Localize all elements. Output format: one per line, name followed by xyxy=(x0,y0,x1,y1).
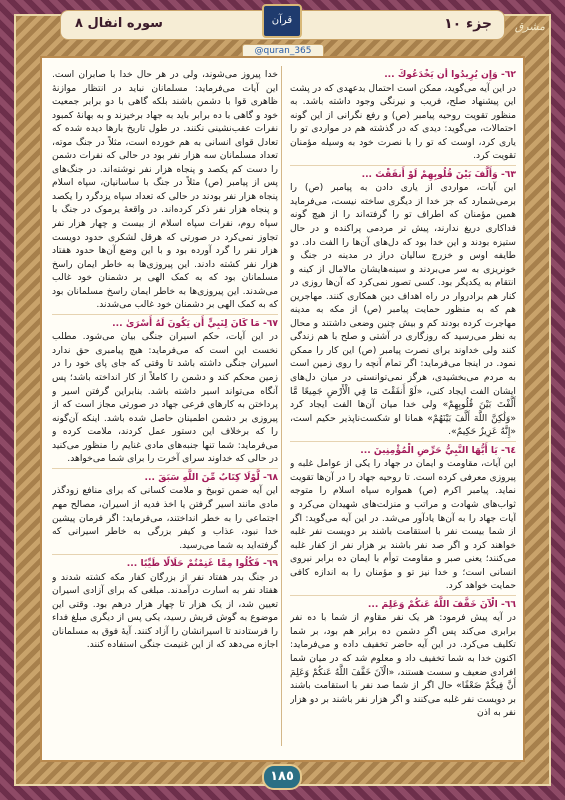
verse-heading: ٦٧- مَا كَانَ لِنَبِيٍّ أَن يَكُونَ لَهُ أَسْرَىٰ ... xyxy=(112,317,278,329)
verse-heading: ٦٩- فَكُلُوا مِمَّا غَنِمْتُمْ حَلَالًا طَيِّبًا ... xyxy=(126,558,278,570)
commentary-paragraph: این آیه ضمن توبیخ و ملامت کسانی که برای منافع زودگذر مادی مانند اسیر گرفتن یا اخذ فدیه از اسیران، مصالح مهم اجتماعی را به خطر انداختند، می‌فرماید: اگر فرمان پیشین خدا نبود، عذاب و کیفر بزرگی به خاطر اسیرانی که گرفته‌اید به شما می‌رسید. xyxy=(52,485,278,551)
commentary-paragraph: در این آیه می‌گوید، ممکن است احتمال بدعهدی که در پشت این پیشنهاد صلح، فریب و نیرنگی وجود داشته باشد. به منظور تقویت روحیه پیامبر (ص) و رفع نگرانی از این گونه احتمالات، می‌گوید: دیدی که در گذشته هم در مواردی تو را یاری کرد، اوست که تو را با نصرت خود به وسیله مؤمنان تقویت کرد. xyxy=(290,82,516,162)
separator xyxy=(290,441,516,442)
quran-emblem xyxy=(262,4,302,38)
commentary-paragraph: در جنگ بدر هفتاد نفر از بزرگان کفار مکه کشته شدند و هفتاد نفر به اسارت درآمدند. مبلغی که برای آزادی اسیران تعیین شد، از یک هزار تا چهار هزار درهم بود. وقتی این موضوع به گوش قریش رسید، یکی پس از دیگری مبلغ فداء را فرستادند تا اسیرانشان را آزاد کنند. آیهٔ فوق به مسلمانان اجازه می‌دهد که از این غنیمت جنگی استفاده کنند. xyxy=(52,571,278,651)
commentary-paragraph: خدا پیروز می‌شوند، ولی در هر حال خدا با صابران است. این آیات می‌فرماید: مسلمانان نباید در انتظار موازنهٔ ظاهری قوا با دشمن باشند بلکه گاهی با دو برابر جمعیت خود و گاهی با ده برابر باید به جهاد برخیزند و به بهانهٔ کمبود نفرات عقب‌نشینی نکنند. در طول تاریخ بارها دیده شده که تعادل قوای انسانی به هم خورده است، مثلاً در جنگ موته، تعداد مسلمانان سه هزار نفر بود در حالی که نفرات دشمن را دست کم یکصد و پنجاه هزار نفر نوشته‌اند. در جنگ‌های پس از پیامبر (ص) مثلاً در جنگ با ساسانیان، سپاه اسلام پنجاه هزار نفر بودند در حالی که تعداد سپاه یزدگرد را یکصد و پنجاه هزار نفر ذکر کرده‌اند. در واقعهٔ یرموک در جنگ با سپاه روم، نفرات سپاه اسلام از بیست و چهار هزار نفر تجاوز نمی‌کرد در صورتی که هرقل لشکری حدود دویست هزار نفر را گرد آورده بود و با این وضع آن‌ها حدود هفتاد هزار نفر کشته دادند. این پیروزی‌ها به خاطر ایمان راسخ مسلمانان بود که به کمک الهی بر دشمنان خود غالب می‌شدند. این پیروزی‌ها به خاطر ایمان راسخ مسلمانان بود که به کمک الهی بر دشمنان خود غالب می‌شدند. xyxy=(52,69,278,311)
separator xyxy=(290,165,516,166)
commentary-paragraph: این آیات، مقاومت و ایمان در جهاد را یکی از عوامل غلبه و پیروزی معرفی کرده است. تا روحیه جهاد را در آن‌ها تقویت نماید. پیامبر اکرم (ص) همواره سپاه اسلام را متوجه ثواب‌های شهادت و مراتب و منزلت‌های شهیدان می‌کرد و آیات جهاد را به آن‌ها یادآور می‌شد. در این آیه می‌گوید: اگر از شما بیست نفر با استقامت باشند بر دویست نفر غلبه خواهند کرد و اگر صد نفر باشند بر هزار نفر از کفار غلبه می‌کنند؛ یعنی صبر و مقاومت توأم با ایمان ده برابر نیروی انسانی است؛ و خدا نیز تو و مؤمنان را به اندازه کافی حمایت خواهد کرد. xyxy=(290,458,516,592)
right-column xyxy=(290,68,516,744)
verse-heading: ٦٨- لَّوْلَا كِتَابٌ مِّنَ اللَّهِ سَبَقَ ... xyxy=(144,471,278,483)
verse-heading: ٦٣- وَأَلَّفَ بَيْنَ قُلُوبِهِمْ لَوْ أَنفَقْتَ ... xyxy=(361,168,516,180)
commentary-paragraph: این آیات، مواردی از یاری دادن به پیامبر (ص) را برمی‌شمارد که جز خدا از دیگری ساخته نیست، می‌فرماید همین مؤمنان که اطراف تو را گرفته‌اند را از هیچ گونه فداکاری دریغ ندارند، پیش تر مردمی پراکنده و در حال ستیزه بودند و این خدا بود که دل‌های آن‌ها را الفت داد. دو طایفه اوس و خزرج سالیان دراز در مدینه در جنگ و خونریزی به سر می‌بردند و سینه‌هایشان مالامال از کینه و انتقام به یکدیگر بود. کسی تصور نمی‌کرد که آن‌ها روزی در کنار هم برادروار در راه اهداف دین همکاری کنند. مهاجرین هم که به منظور حمایت پیامبر (ص) از مکه به مدینه مهاجرت کرده بودند کم و بیش چنین وضعی داشتند و محال به نظر می‌رسید که روزگاری در آشتی و صلح با هم زندگی کنند ولی خداوند برای نصرت پیامبر (ص) این کار را ممکن نمود. در اینجا می‌فرماید: اگر تمام آنچه را روی زمین است به مردم می‌بخشیدی، هرگز نمی‌توانستی در میان دل‌های ایشان الفت ایجاد کنی، «لَوْ أَنفَقْتَ مَا فِي الْأَرْضِ جَمِيعًا مَّا أَلَّفْتَ بَيْنَ قُلُوبِهِمْ» ولی خدا میان آن‌ها الفت ایجاد کرد «وَلَٰكِنَّ اللَّهَ أَلَّفَ بَيْنَهُمْ» همانا او شکست‌ناپذیر حکیم است، «إِنَّهُ عَزِيزٌ حَكِيمٌ». xyxy=(290,182,516,438)
verse-heading: ٦٦- الْآنَ خَفَّفَ اللَّهُ عَنكُمْ وَعَلِمَ ... xyxy=(367,598,516,610)
verse-heading: ٦٢- وَإِن يُرِيدُوا أَن يَخْدَعُوكَ ... xyxy=(384,69,516,80)
commentary-paragraph: در این آیات، حکم اسیران جنگی بیان می‌شود. مطلب نخست این است که می‌فرماید: هیچ پیامبری حق ندارد اسیران جنگی داشته باشد تا وقتی که جای پای خود را در زمین محکم کند و دشمن را کاملاً از کار انداخته باشد؛ پس آنگاه می‌تواند اسیر داشته باشد. بنابراین گرفتن اسیر و پرداختن به کارهای فرعی جهاد در صورتی مجاز است که از پیروزی بر دشمن اطمینان حاصل شده باشد. اینکه آن‌گونه را که برخلاف این دستور عمل کردند، ملامت کرده و می‌فرماید: شما تنها جنبه‌های مادی غنایم را منظور می‌کنید در حالی که خداوند سرای آخرت را برای شما می‌خواهد. xyxy=(52,331,278,465)
surah-label: سوره انفال ٨ xyxy=(75,16,163,31)
page-number: ١٨٥ xyxy=(270,769,294,784)
telegram-handle[interactable]: @quran_365 xyxy=(242,44,324,59)
commentary-paragraph: در آیه پیش فرمود: هر یک نفر مقاوم از شما با ده نفر برابری می‌کند پس اگر دشمن ده برابر هم بود، بر شما تکلیف می‌کرد. در این آیه حاضر تخفیف داده و می‌فرماید: اکنون خدا به شما تخفیف داد و معلوم شد که در میان شما افرادی ضعیف و سست هستند، «الْآنَ خَفَّفَ اللَّهُ عَنكُمْ وَعَلِمَ أَنَّ فِيكُمْ ضَعْفًا» حال اگر از شما صد نفر با استقامت باشند بر دویست نفر غلبه می‌کنند و اگر هزار نفر باشند بر دو هزار نفر به اذن xyxy=(290,612,516,719)
separator xyxy=(52,468,278,469)
separator xyxy=(52,554,278,555)
separator xyxy=(52,314,278,315)
page-number-badge xyxy=(262,764,302,790)
juz-label: جزء ١٠ xyxy=(444,16,492,32)
emblem-text: قرآن xyxy=(271,15,293,26)
left-column xyxy=(52,68,278,744)
verse-heading: ٦٤- يَا أَيُّهَا النَّبِيُّ حَرِّضِ الْمُؤْمِنِينَ ... xyxy=(360,444,516,456)
site-logo: مشرق xyxy=(514,20,545,33)
separator xyxy=(290,595,516,596)
column-divider xyxy=(281,66,282,746)
